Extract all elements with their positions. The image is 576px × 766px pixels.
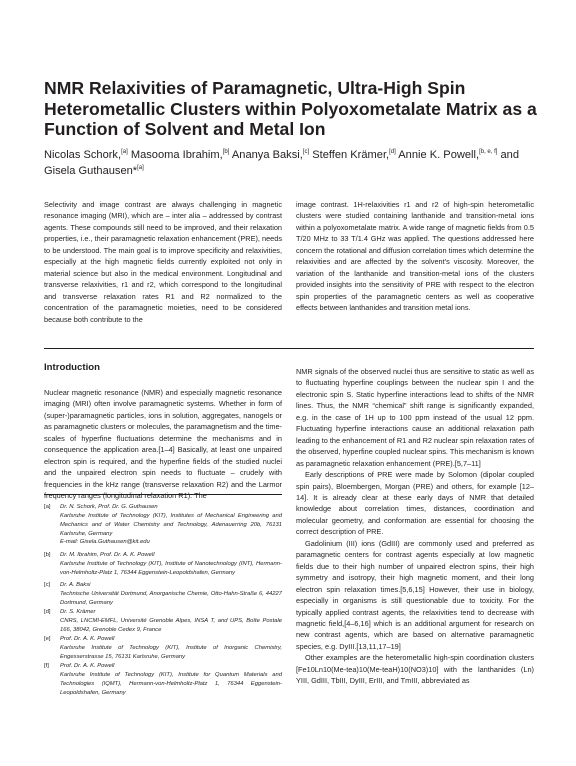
author-name: and Gisela Guthausen* [44,149,520,177]
author-affiliation: [b, e, f] [479,149,498,155]
affiliation-line: Dr. N. Schork, Prof. Dr. G. Guthausen [60,504,158,510]
author-name: Steffen Krämer, [312,149,390,161]
author-name: Masooma Ibrahim, [130,149,223,161]
body-paragraph: NMR signals of the observed nuclei thus are sensitive to static as well as to fluctuating hyperfine couplings between the nuclear spin I and the electronic spin S. Static hyperfine interactions lead to shifts of the NMR lines. Thus, the NMR “chemical” shift range is significantly expanded, e.g. in the case of 1H up to 100 ppm instead of the usual 12 ppm. Fluctuating hyperfine interactions cause an additional relaxation path leading to the enhancement of R1 and R2 nuclear spin relaxation rates of the observed, hyperfine coupled nuclear spins. This mechanism is known as paramagnetic relaxation enhancement (PRE).[5,7–11] [296,367,535,468]
affiliation-line: Prof. Dr. A. K. Powell [60,663,115,669]
abstract-divider [44,348,534,349]
paper-title: NMR Relaxivities of Paramagnetic, Ultra-High Spin Heterometallic Clusters within Polyoxometalate Matrix as a Function of Solvent and Metal Ion [44,78,537,139]
affiliation-key: [c] [44,582,51,588]
affiliation-line: Karlsruhe Institute of Technology (KIT), Institutes of Mechanical Engineering and Mechanics and of Water Chemistry and Technology, Adenauerring 20b, 76131 Karlsruhe, Germany [60,512,282,537]
affiliation-line: Karlsruhe Institute of Technology (KIT), Institute of Nanotechnology (INT), Hermann-von-Helmholtz-Platz 1, 76344 Eggenstein-Leopoldshafen, Germany [60,560,282,576]
abstract-left-column [44,199,282,325]
affiliation-key: [d] [44,609,51,615]
author-name: Ananya Baksi, [231,149,303,161]
body-paragraph: Early descriptions of PRE were made by Solomon (dipolar coupled spin pairs), Bloembergen, Morgan (PRE) and others, for example [12–14]. It is already clear at these early days of NMR that detailed knowledge about correlation times, distances, coordination and molecular geometry, and conformation are essential for choosing the correct description of PRE. [296,470,534,537]
author-affiliation: [d] [389,149,396,155]
affiliation-key: [a] [44,504,51,510]
affiliation-key: [b] [44,552,51,558]
affiliation-line: Dr. S. Krämer [60,609,96,615]
author-affiliation: [a] [121,149,128,155]
author-affiliation: [c] [302,149,310,155]
author-list [44,147,544,179]
affiliation-line: Dr. M. Ibrahim, Prof. Dr. A. K. Powell [60,552,155,558]
body-paragraph: Other examples are the heterometallic high-spin coordination clusters [Fe10Ln10(Me-tea)10(Me-teaH)10(NO3)10] with the lanthanides (Ln) YIII, GdIII, TbIII, DyIII, ErIII, and TmIII, abbreviated as [296,653,534,686]
affiliation-entry [44,551,282,578]
abstract-right-column [296,199,534,314]
author-name: Nicolas Schork, [44,149,122,161]
affiliation-entry [44,662,282,697]
intro-left-column [44,387,282,502]
body-paragraph: Gadolinium (III) ions (GdIII) are commonly used and preferred as paramagnetic centers for contrast agents especially at low magnetic fields due to their high number of unpaired electron spins, their high symmetry and isotropy, their high magnetic moment, and their long electron spin relaxation times.[5,6,15] However, their use in biology, especially in organisms is still questionable due to toxicity. For the typically applied contrast agents, the relaxivities tend to decrease with magnetic field,[4–6,16] which is an additional argument for research on new contrast agents, which are based on alternative paramagnetic species, e.g. DyIII.[13,11,17–19] [296,538,534,651]
body-paragraph: Nuclear magnetic resonance (NMR) and especially magnetic resonance imaging (MRI) often involve paramagnetic systems. Whether in form of (super-)paramagnetic particles, ions in solution, aggregates, nanogels or as paramagnetic clusters or molecules, the paramagnetism and the time-scales of hyperfine fluctuations determine the mechanisms and in consequence the application area.[1–4] Basically, at least one unpaired electron spin is required, and the hyperfine fields of the studied nuclei and the unpaired electron spin needs to fluctuate – crudely with frequencies in the kHz range (transverse relaxation R2) and the Larmor frequency ranges (longitudinal relaxation R1). The [44,388,282,501]
author-affiliation: [b] [222,149,230,155]
section-heading: Introduction [44,362,100,373]
affiliation-key: [e] [44,636,51,642]
author-affiliation: [a] [137,165,144,171]
affiliation-line: Karlsruhe Institute of Technology (KIT), Institute of Inorganic Chemistry, Engesserstrasse 15, 76131 Karlsruhe, Germany [60,644,282,660]
affiliation-line: Prof. Dr. A. K. Powell [60,636,115,642]
affiliation-entry [44,608,282,635]
footnote-divider [44,494,282,495]
affiliation-entry [44,503,282,547]
affiliation-key: [f] [44,663,49,669]
affiliation-entry [44,635,282,662]
abstract-paragraph: image contrast. 1H-relaxivities r1 and r2 of high-spin heterometallic clusters were studied containing lanthanide and transition-metal ions within a polyoxometalate matrix. A wide range of magnetic fields from 0.5 T/20 MHz to 33 T/1.4 GHz was applied. The questions addressed here concern the rotational and diffusion correlation times which determine the relaxivities and are affected by the solvent's viscosity. Moreover, the variation of the lanthanide and transition-metal ions of the clusters provided insights into the sensitivity of PRE with respect to the electron spin properties of the paramagnetic centers as well as cooperative effects between lanthanides and transition metal ions. [296,200,534,313]
abstract-paragraph: Selectivity and image contrast are always challenging in magnetic resonance imaging (MRI), which are – inter alia – addressed by contrast agents. These compounds still need to be improved, and their relaxation properties, i.e., their paramagnetic relaxation enhancement (PRE), needs to be understood. The main goal is to improve specificity and relaxivities, especially at the high magnetic fields currently exploited not only in material science but also in the medical environment. Longitudinal and transverse relaxivities, r1 and r2, which correspond to the longitudinal and transverse relaxation rates R1 and R2 normalized to the concentration of the paramagnetic moieties, need to be considered because both contribute to the [44,200,282,324]
affiliation-line: Technische Universität Dortmund, Anorganische Chemie, Otto-Hahn-Straße 6, 44227 Dortmund, Germany [60,590,282,606]
author-name: Annie K. Powell, [398,149,480,161]
affiliation-line: E-mail: Gisela.Guthausen@kit.edu [60,539,150,546]
affiliation-line: CNRS, LNCMI-EMFL, Université Grenoble Alpes, INSA T, and UPS, Boîte Postale 166, 38042, Grenoble Cedex 9, France [60,617,282,633]
affiliation-entry [44,581,282,608]
affiliation-line: Karlsruhe Institute of Technology (KIT), Institute for Quantum Materials and Technologies (IQMT), Hermann-von-Helmholtz-Platz 1, 76344 Eggenstein-Leopoldshafen, Germany [60,671,282,696]
affiliation-line: Dr. A. Baksi [60,582,91,588]
intro-right-column [296,366,534,687]
